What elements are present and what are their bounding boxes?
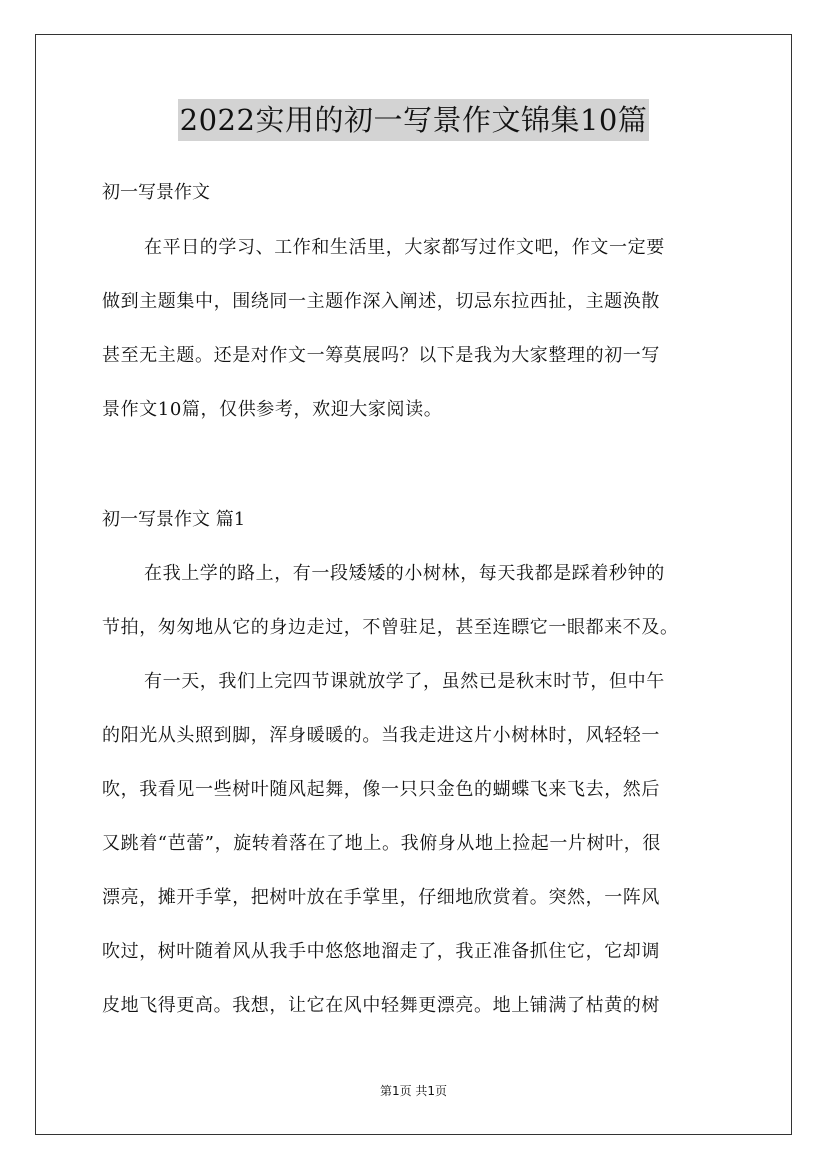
intro-line-1: 在平日的学习、工作和生活里，大家都写过作文吧，作文一定要 — [144, 237, 665, 258]
essay-line-1: 在我上学的路上，有一段矮矮的小树林，每天我都是踩着秒钟的 — [144, 563, 665, 584]
intro-line-2: 做到主题集中，围绕同一主题作深入阐述，切忌东拉西扯，主题涣散 — [102, 291, 660, 312]
page-footer: 第1页 共1页 — [379, 1084, 448, 1098]
essay-line-9: 皮地飞得更高。我想，让它在风中轻舞更漂亮。地上铺满了枯黄的树 — [102, 995, 660, 1016]
essay-heading: 初一写景作文 篇1 — [102, 509, 246, 530]
essay-line-6: 又跳着“芭蕾”，旋转着落在了地上。我俯身从地上捡起一片树叶，很 — [102, 833, 662, 854]
section-heading: 初一写景作文 — [102, 182, 210, 203]
intro-line-4: 景作文10篇，仅供参考，欢迎大家阅读。 — [102, 399, 443, 420]
essay-line-3: 有一天，我们上完四节课就放学了，虽然已是秋末时节，但中午 — [144, 671, 665, 692]
essay-line-5: 吹，我看见一些树叶随风起舞，像一只只金色的蝴蝶飞来飞去，然后 — [102, 779, 660, 800]
essay-line-8: 吹过，树叶随着风从我手中悠悠地溜走了，我正准备抓住它，它却调 — [102, 941, 660, 962]
essay-line-2: 节拍，匆匆地从它的身边走过，不曾驻足，甚至连瞟它一眼都来不及。 — [102, 617, 679, 638]
title-container — [0, 99, 827, 141]
essay-line-4: 的阳光从头照到脚，浑身暖暖的。当我走进这片小树林时，风轻轻一 — [102, 725, 660, 746]
intro-line-3: 甚至无主题。还是对作文一筹莫展吗？以下是我为大家整理的初一写 — [102, 345, 660, 366]
essay-line-7: 漂亮，摊开手掌，把树叶放在手掌里，仔细地欣赏着。突然，一阵风 — [102, 887, 660, 908]
document-title: 2022实用的初一写景作文锦集10篇 — [178, 99, 650, 141]
